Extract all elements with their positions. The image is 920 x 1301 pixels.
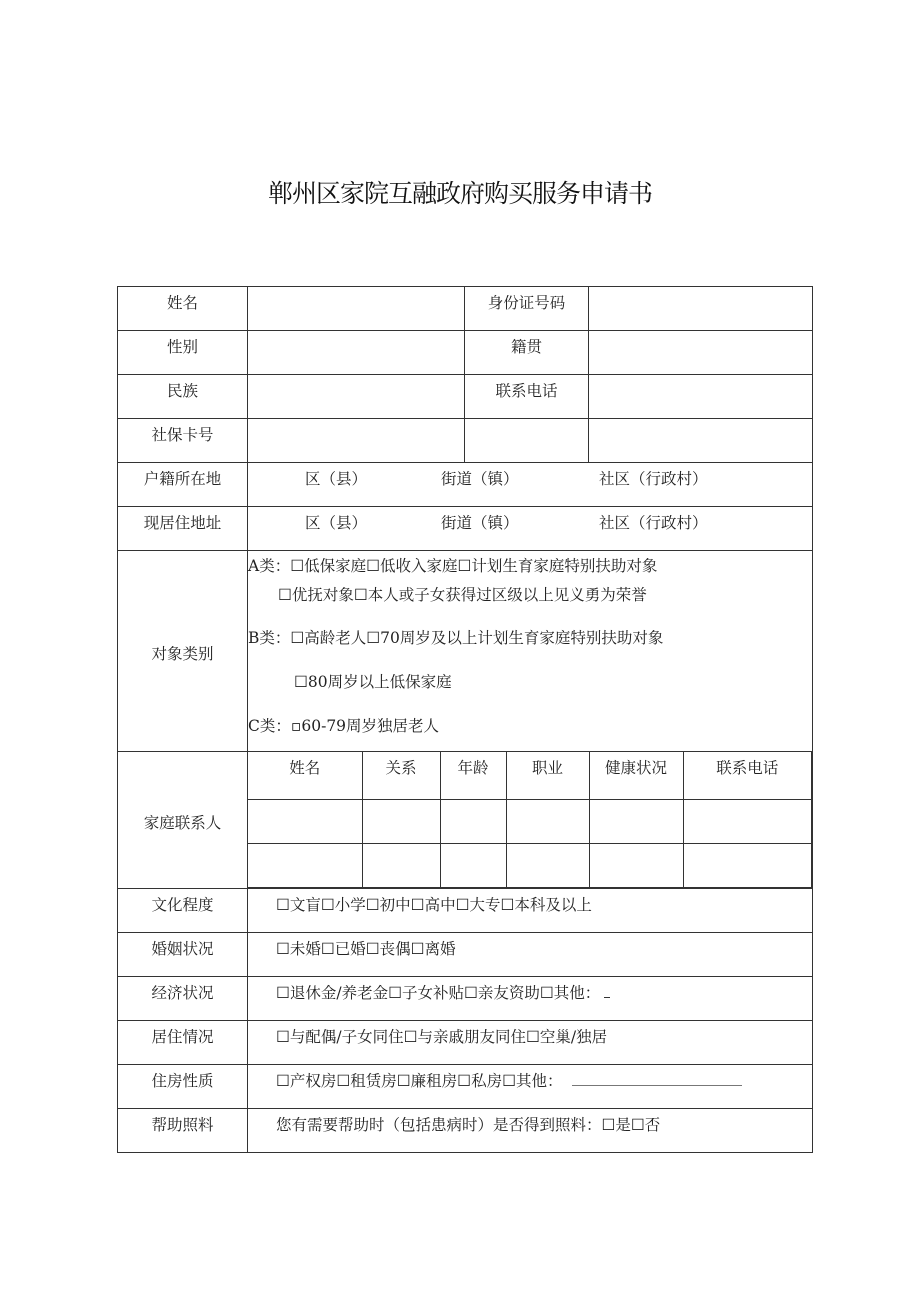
family-contact-table bbox=[248, 752, 812, 888]
table-cell[interactable] bbox=[506, 844, 589, 888]
district-label: 区（县） bbox=[305, 514, 368, 532]
social-card-field-3[interactable] bbox=[589, 419, 813, 463]
current-address-label: 现居住地址 bbox=[118, 507, 248, 551]
column-header: 联系电话 bbox=[683, 752, 812, 800]
ethnicity-field[interactable] bbox=[248, 375, 465, 419]
economy-label: 经济状况 bbox=[118, 977, 248, 1021]
gender-field[interactable] bbox=[248, 331, 465, 375]
table-cell[interactable] bbox=[683, 800, 812, 844]
id-number-field[interactable] bbox=[589, 287, 813, 331]
category-a-line-2[interactable]: ☐优抚对象☐本人或子女获得过区级以上见义勇为荣誉 bbox=[278, 586, 647, 604]
column-header: 姓名 bbox=[248, 752, 362, 800]
table-cell[interactable] bbox=[248, 800, 362, 844]
care-label: 帮助照料 bbox=[118, 1109, 248, 1153]
table-row bbox=[248, 800, 812, 844]
name-label: 姓名 bbox=[118, 287, 248, 331]
category-b-line-1[interactable]: B类：☐高龄老人☐70周岁及以上计划生育家庭特别扶助对象 bbox=[248, 629, 664, 647]
housing-label: 住房性质 bbox=[118, 1065, 248, 1109]
name-field[interactable] bbox=[248, 287, 465, 331]
family-contact-label: 家庭联系人 bbox=[118, 752, 248, 889]
economy-options[interactable]: ☐退休金/养老金☐子女补贴☐亲友资助☐其他： bbox=[276, 984, 601, 1002]
living-options[interactable]: ☐与配偶/子女同住☐与亲戚朋友同住☐空巢/独居 bbox=[248, 1021, 813, 1065]
education-options[interactable]: ☐文盲☐小学☐初中☐高中☐大专☐本科及以上 bbox=[248, 889, 813, 933]
table-header-row bbox=[248, 752, 812, 800]
ethnicity-label: 民族 bbox=[118, 375, 248, 419]
table-cell[interactable] bbox=[362, 844, 440, 888]
housing-options[interactable]: ☐产权房☐租赁房☐廉租房☐私房☐其他： bbox=[276, 1072, 563, 1090]
table-cell[interactable] bbox=[248, 844, 362, 888]
table-cell[interactable] bbox=[589, 800, 683, 844]
community-label: 社区（行政村） bbox=[599, 470, 708, 488]
column-header: 关系 bbox=[362, 752, 440, 800]
housing-field[interactable] bbox=[248, 1065, 813, 1109]
district-label: 区（县） bbox=[305, 470, 368, 488]
hukou-label: 户籍所在地 bbox=[118, 463, 248, 507]
street-label: 街道（镇） bbox=[441, 514, 519, 532]
id-number-label: 身份证号码 bbox=[465, 287, 589, 331]
current-address-field[interactable] bbox=[248, 507, 813, 551]
social-card-field-2[interactable] bbox=[465, 419, 589, 463]
table-row bbox=[248, 844, 812, 888]
category-a-line-1[interactable]: A类：☐低保家庭☐低收入家庭☐计划生育家庭特别扶助对象 bbox=[248, 557, 658, 575]
table-cell[interactable] bbox=[683, 844, 812, 888]
street-label: 街道（镇） bbox=[441, 470, 519, 488]
application-form bbox=[117, 286, 813, 1153]
category-b-line-2[interactable]: ☐80周岁以上低保家庭 bbox=[294, 673, 452, 691]
living-label: 居住情况 bbox=[118, 1021, 248, 1065]
page-title: 郸州区家院互融政府购买服务申请书 bbox=[267, 179, 652, 208]
family-contact-table-cell bbox=[248, 752, 813, 889]
category-label: 对象类别 bbox=[118, 551, 248, 752]
column-header: 年龄 bbox=[440, 752, 506, 800]
origin-field[interactable] bbox=[589, 331, 813, 375]
economy-field[interactable] bbox=[248, 977, 813, 1021]
column-header: 健康状况 bbox=[589, 752, 683, 800]
column-header: 职业 bbox=[506, 752, 589, 800]
phone-label: 联系电话 bbox=[465, 375, 589, 419]
hukou-address-field[interactable] bbox=[248, 463, 813, 507]
table-cell[interactable] bbox=[362, 800, 440, 844]
marriage-options[interactable]: ☐未婚☐已婚☐丧偶☐离婚 bbox=[248, 933, 813, 977]
care-question[interactable]: 您有需要帮助时（包括患病时）是否得到照料：☐是☐否 bbox=[248, 1109, 813, 1153]
origin-label: 籍贯 bbox=[465, 331, 589, 375]
category-options bbox=[248, 551, 813, 752]
marriage-label: 婚姻状况 bbox=[118, 933, 248, 977]
table-cell[interactable] bbox=[589, 844, 683, 888]
gender-label: 性别 bbox=[118, 331, 248, 375]
table-cell[interactable] bbox=[506, 800, 589, 844]
category-c-line-1[interactable]: C类：▫60-79周岁独居老人 bbox=[248, 717, 440, 735]
community-label: 社区（行政村） bbox=[599, 514, 708, 532]
social-card-label: 社保卡号 bbox=[118, 419, 248, 463]
phone-field[interactable] bbox=[589, 375, 813, 419]
table-cell[interactable] bbox=[440, 844, 506, 888]
education-label: 文化程度 bbox=[118, 889, 248, 933]
other-underline bbox=[604, 984, 610, 998]
other-underline bbox=[572, 1072, 742, 1086]
social-card-field-1[interactable] bbox=[248, 419, 465, 463]
table-cell[interactable] bbox=[440, 800, 506, 844]
